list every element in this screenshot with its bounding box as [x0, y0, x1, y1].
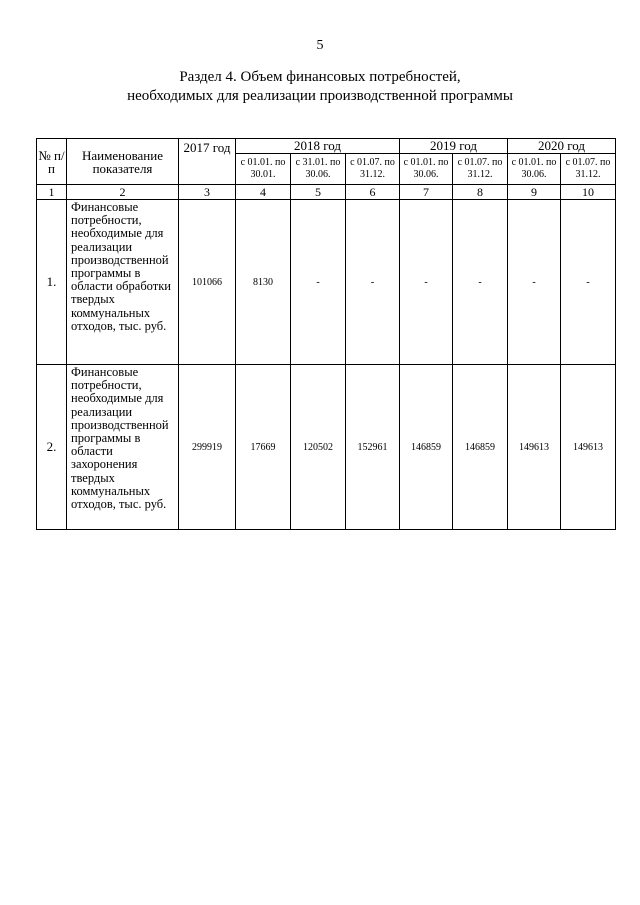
column-number: 8	[453, 185, 508, 200]
header-year-2018: 2018 год	[236, 139, 400, 154]
period-2018-2: с 31.01. по 30.06.	[291, 154, 346, 185]
column-number: 10	[561, 185, 616, 200]
header-name: Наименование показателя	[67, 139, 179, 185]
column-number: 5	[291, 185, 346, 200]
section-title-line-1: Раздел 4. Объем финансовых потребностей,	[179, 69, 461, 85]
header-year-2017: 2017 год	[179, 139, 236, 185]
value-2020-2: 149613	[561, 365, 616, 530]
period-2018-1: с 01.01. по 30.01.	[236, 154, 291, 185]
page-number: 5	[316, 38, 324, 53]
row-number: 2.	[37, 365, 67, 530]
period-2018-3: с 01.07. по 31.12.	[346, 154, 400, 185]
value-2018-2: 120502	[291, 365, 346, 530]
financial-needs-table	[36, 138, 616, 530]
table-row	[37, 200, 616, 365]
value-2018-1: 8130	[236, 200, 291, 365]
indicator-name: Финансовые потребности, необходимые для реализации производственной программы в области захоронения твердых коммунальных отходов, тыс. руб.	[67, 365, 179, 530]
value-2017: 299919	[179, 365, 236, 530]
value-2018-1: 17669	[236, 365, 291, 530]
value-2017: 101066	[179, 200, 236, 365]
indicator-name: Финансовые потребности, необходимые для реализации производственной программы в области обработки твердых коммунальных отходов, тыс. руб.	[67, 200, 179, 365]
value-2019-1: 146859	[400, 365, 453, 530]
column-number: 2	[67, 185, 179, 200]
column-number: 6	[346, 185, 400, 200]
column-number: 4	[236, 185, 291, 200]
header-row-years	[37, 139, 616, 154]
value-2019-2: 146859	[453, 365, 508, 530]
value-2019-2: -	[453, 200, 508, 365]
header-year-2019: 2019 год	[400, 139, 508, 154]
value-2019-1: -	[400, 200, 453, 365]
column-number: 7	[400, 185, 453, 200]
column-number: 3	[179, 185, 236, 200]
column-number: 1	[37, 185, 67, 200]
header-num: № п/п	[37, 139, 67, 185]
header-year-2020: 2020 год	[508, 139, 616, 154]
row-number: 1.	[37, 200, 67, 365]
period-2019-2: с 01.07. по 31.12.	[453, 154, 508, 185]
table-row	[37, 365, 616, 530]
period-2020-1: с 01.01. по 30.06.	[508, 154, 561, 185]
period-2019-1: с 01.01. по 30.06.	[400, 154, 453, 185]
column-number: 9	[508, 185, 561, 200]
value-2020-1: 149613	[508, 365, 561, 530]
value-2018-3: 152961	[346, 365, 400, 530]
period-2020-2: с 01.07. по 31.12.	[561, 154, 616, 185]
column-number-row	[37, 185, 616, 200]
value-2020-1: -	[508, 200, 561, 365]
section-title-line-2: необходимых для реализации производственной программы	[127, 88, 513, 104]
value-2020-2: -	[561, 200, 616, 365]
section-title	[0, 68, 640, 106]
value-2018-2: -	[291, 200, 346, 365]
value-2018-3: -	[346, 200, 400, 365]
